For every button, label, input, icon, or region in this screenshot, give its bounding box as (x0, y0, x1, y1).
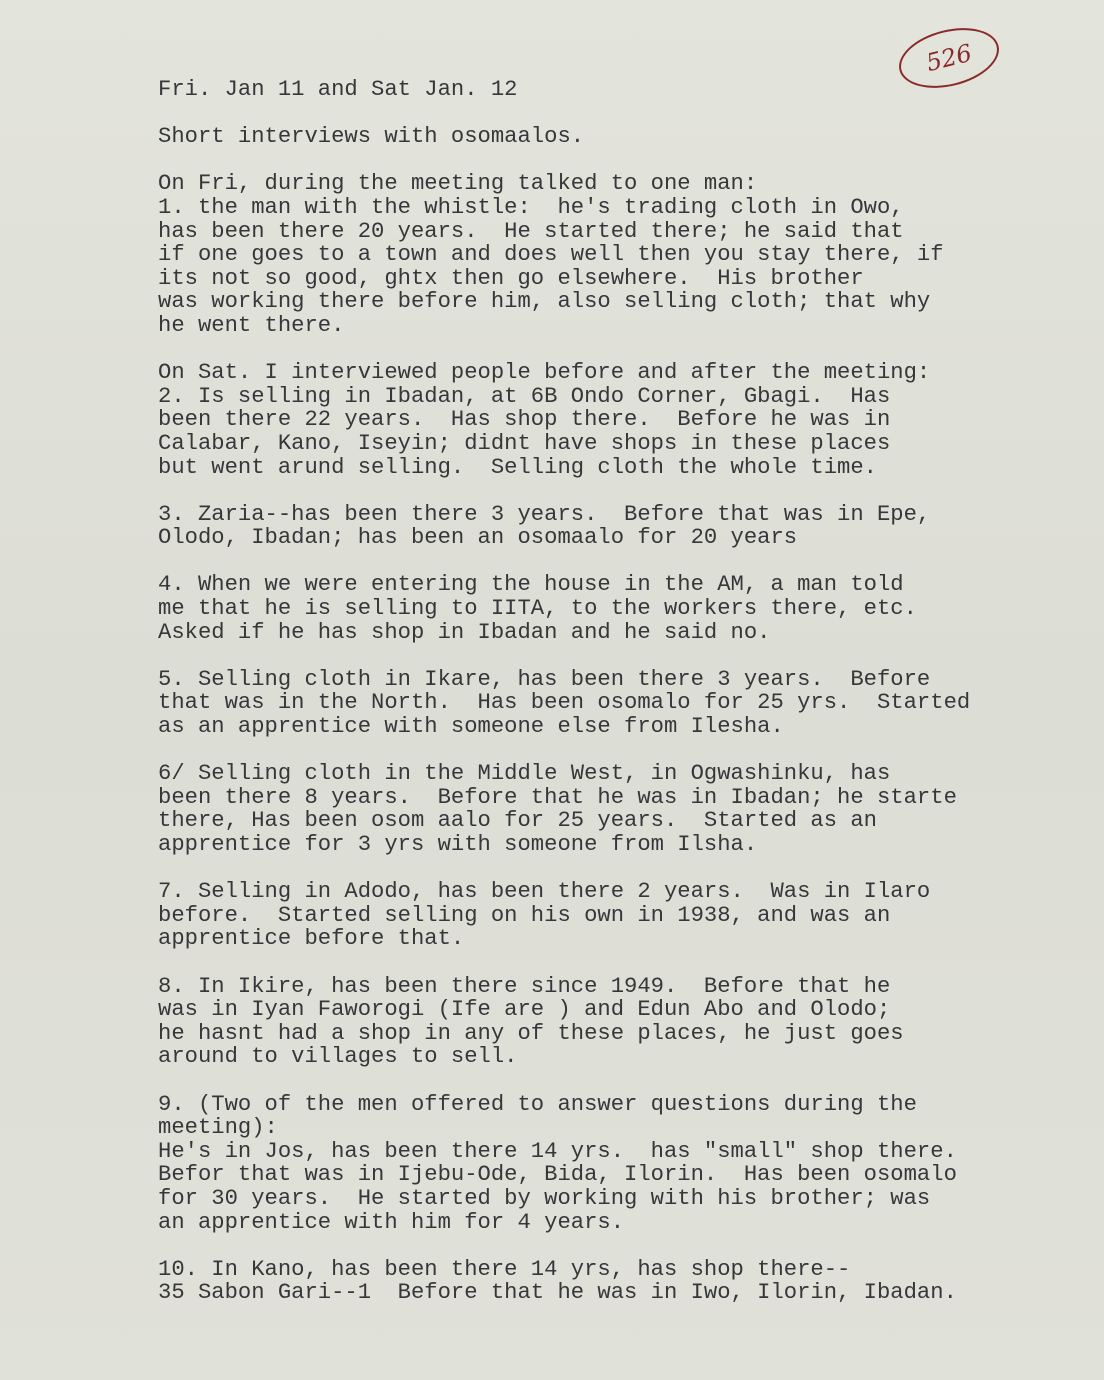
blank-line (158, 739, 1058, 763)
paragraph (158, 172, 1058, 337)
text-line: meeting): (158, 1115, 278, 1141)
paragraph (158, 880, 1058, 951)
text-line: before. Started selling on his own in 1938, and was an (158, 902, 891, 928)
paragraph (158, 668, 1058, 739)
paragraph (158, 361, 1058, 479)
text-line: Befor that was in Ijebu-Ode, Bida, Ilorin. Has been osomalo (158, 1162, 957, 1188)
paragraph (158, 975, 1058, 1069)
subheading: Short interviews with osomaalos. (158, 124, 585, 150)
text-line: been there 8 years. Before that he was in Ibadan; he starte (158, 784, 957, 810)
text-line: as an apprentice with someone else from Ilesha. (158, 714, 784, 740)
text-line: 35 Sabon Gari--1 Before that he was in Iwo, Ilorin, Ibadan. (158, 1280, 957, 1306)
text-line: 8. In Ikire, has been there since 1949. Before that he (158, 973, 891, 999)
blank-line (158, 338, 1058, 362)
text-line: that was in the North. Has been osomalo for 25 yrs. Started (158, 690, 971, 716)
text-line: he hasnt had a shop in any of these places, he just goes (158, 1020, 904, 1046)
text-line: apprentice before that. (158, 926, 465, 952)
text-line: around to villages to sell. (158, 1044, 518, 1070)
text-line: its not so good, ghtx then go elsewhere. His brother (158, 265, 864, 291)
text-line: me that he is selling to IITA, to the workers there, etc. (158, 596, 917, 622)
paragraph (158, 762, 1058, 856)
blank-line (158, 102, 1058, 126)
text-line: an apprentice with him for 4 years. (158, 1209, 625, 1235)
text-line: On Sat. I interviewed people before and after the meeting: (158, 360, 931, 386)
paragraph (158, 1258, 1058, 1305)
typed-notes (158, 78, 1058, 1305)
text-line: for 30 years. He started by working with his brother; was (158, 1185, 931, 1211)
text-line: there, Has been osom aalo for 25 years. Started as an (158, 808, 877, 834)
text-line: but went arund selling. Selling cloth the whole time. (158, 454, 877, 480)
text-line: 2. Is selling in Ibadan, at 6B Ondo Corner, Gbagi. Has (158, 383, 891, 409)
text-line: On Fri, during the meeting talked to one man: (158, 171, 758, 197)
blank-line (158, 951, 1058, 975)
blank-line (158, 1234, 1058, 1258)
text-line: if one goes to a town and does well then you stay there, if (158, 242, 944, 268)
text-line: he went there. (158, 312, 345, 338)
text-line: Calabar, Kano, Iseyin; didnt have shops in these places (158, 430, 891, 456)
text-line: apprentice for 3 yrs with someone from Ilsha. (158, 832, 758, 857)
text-line: 6/ Selling cloth in the Middle West, in Ogwashinku, has (158, 761, 891, 787)
text-line: 10. In Kano, has been there 14 yrs, has shop there-- (158, 1256, 851, 1282)
text-line: 7. Selling in Adodo, has been there 2 years. Was in Ilaro (158, 879, 931, 905)
paragraph (158, 573, 1058, 644)
text-line: 4. When we were entering the house in the AM, a man told (158, 572, 904, 598)
blank-line (158, 1069, 1058, 1093)
paragraph (158, 503, 1058, 550)
blank-line (158, 550, 1058, 574)
blank-line (158, 479, 1058, 503)
paragraphs (158, 172, 1058, 1305)
text-line: 1. the man with the whistle: he's trading cloth in Owo, (158, 194, 904, 220)
text-line: was working there before him, also selling cloth; that why (158, 289, 931, 315)
text-line: He's in Jos, has been there 14 yrs. has "small" shop there. (158, 1138, 957, 1164)
blank-line (158, 644, 1058, 668)
blank-line (158, 857, 1058, 881)
text-line: been there 22 years. Has shop there. Before he was in (158, 407, 891, 433)
text-line: Asked if he has shop in Ibadan and he said no. (158, 619, 771, 645)
text-line: 5. Selling cloth in Ikare, has been there 3 years. Before (158, 666, 931, 692)
text-line: has been there 20 years. He started there; he said that (158, 218, 904, 244)
heading: Fri. Jan 11 and Sat Jan. 12 (158, 77, 518, 102)
page-number-annotation: 526 (893, 18, 1006, 97)
text-line: Olodo, Ibadan; has been an osomaalo for 20 years (158, 525, 798, 551)
blank-line (158, 149, 1058, 173)
text-line: 3. Zaria--has been there 3 years. Before that was in Epe, (158, 501, 931, 527)
text-line: 9. (Two of the men offered to answer questions during the (158, 1091, 917, 1117)
text-line: was in Iyan Faworogi (Ife are ) and Edun Abo and Olodo; (158, 997, 891, 1023)
paragraph (158, 1093, 1058, 1235)
